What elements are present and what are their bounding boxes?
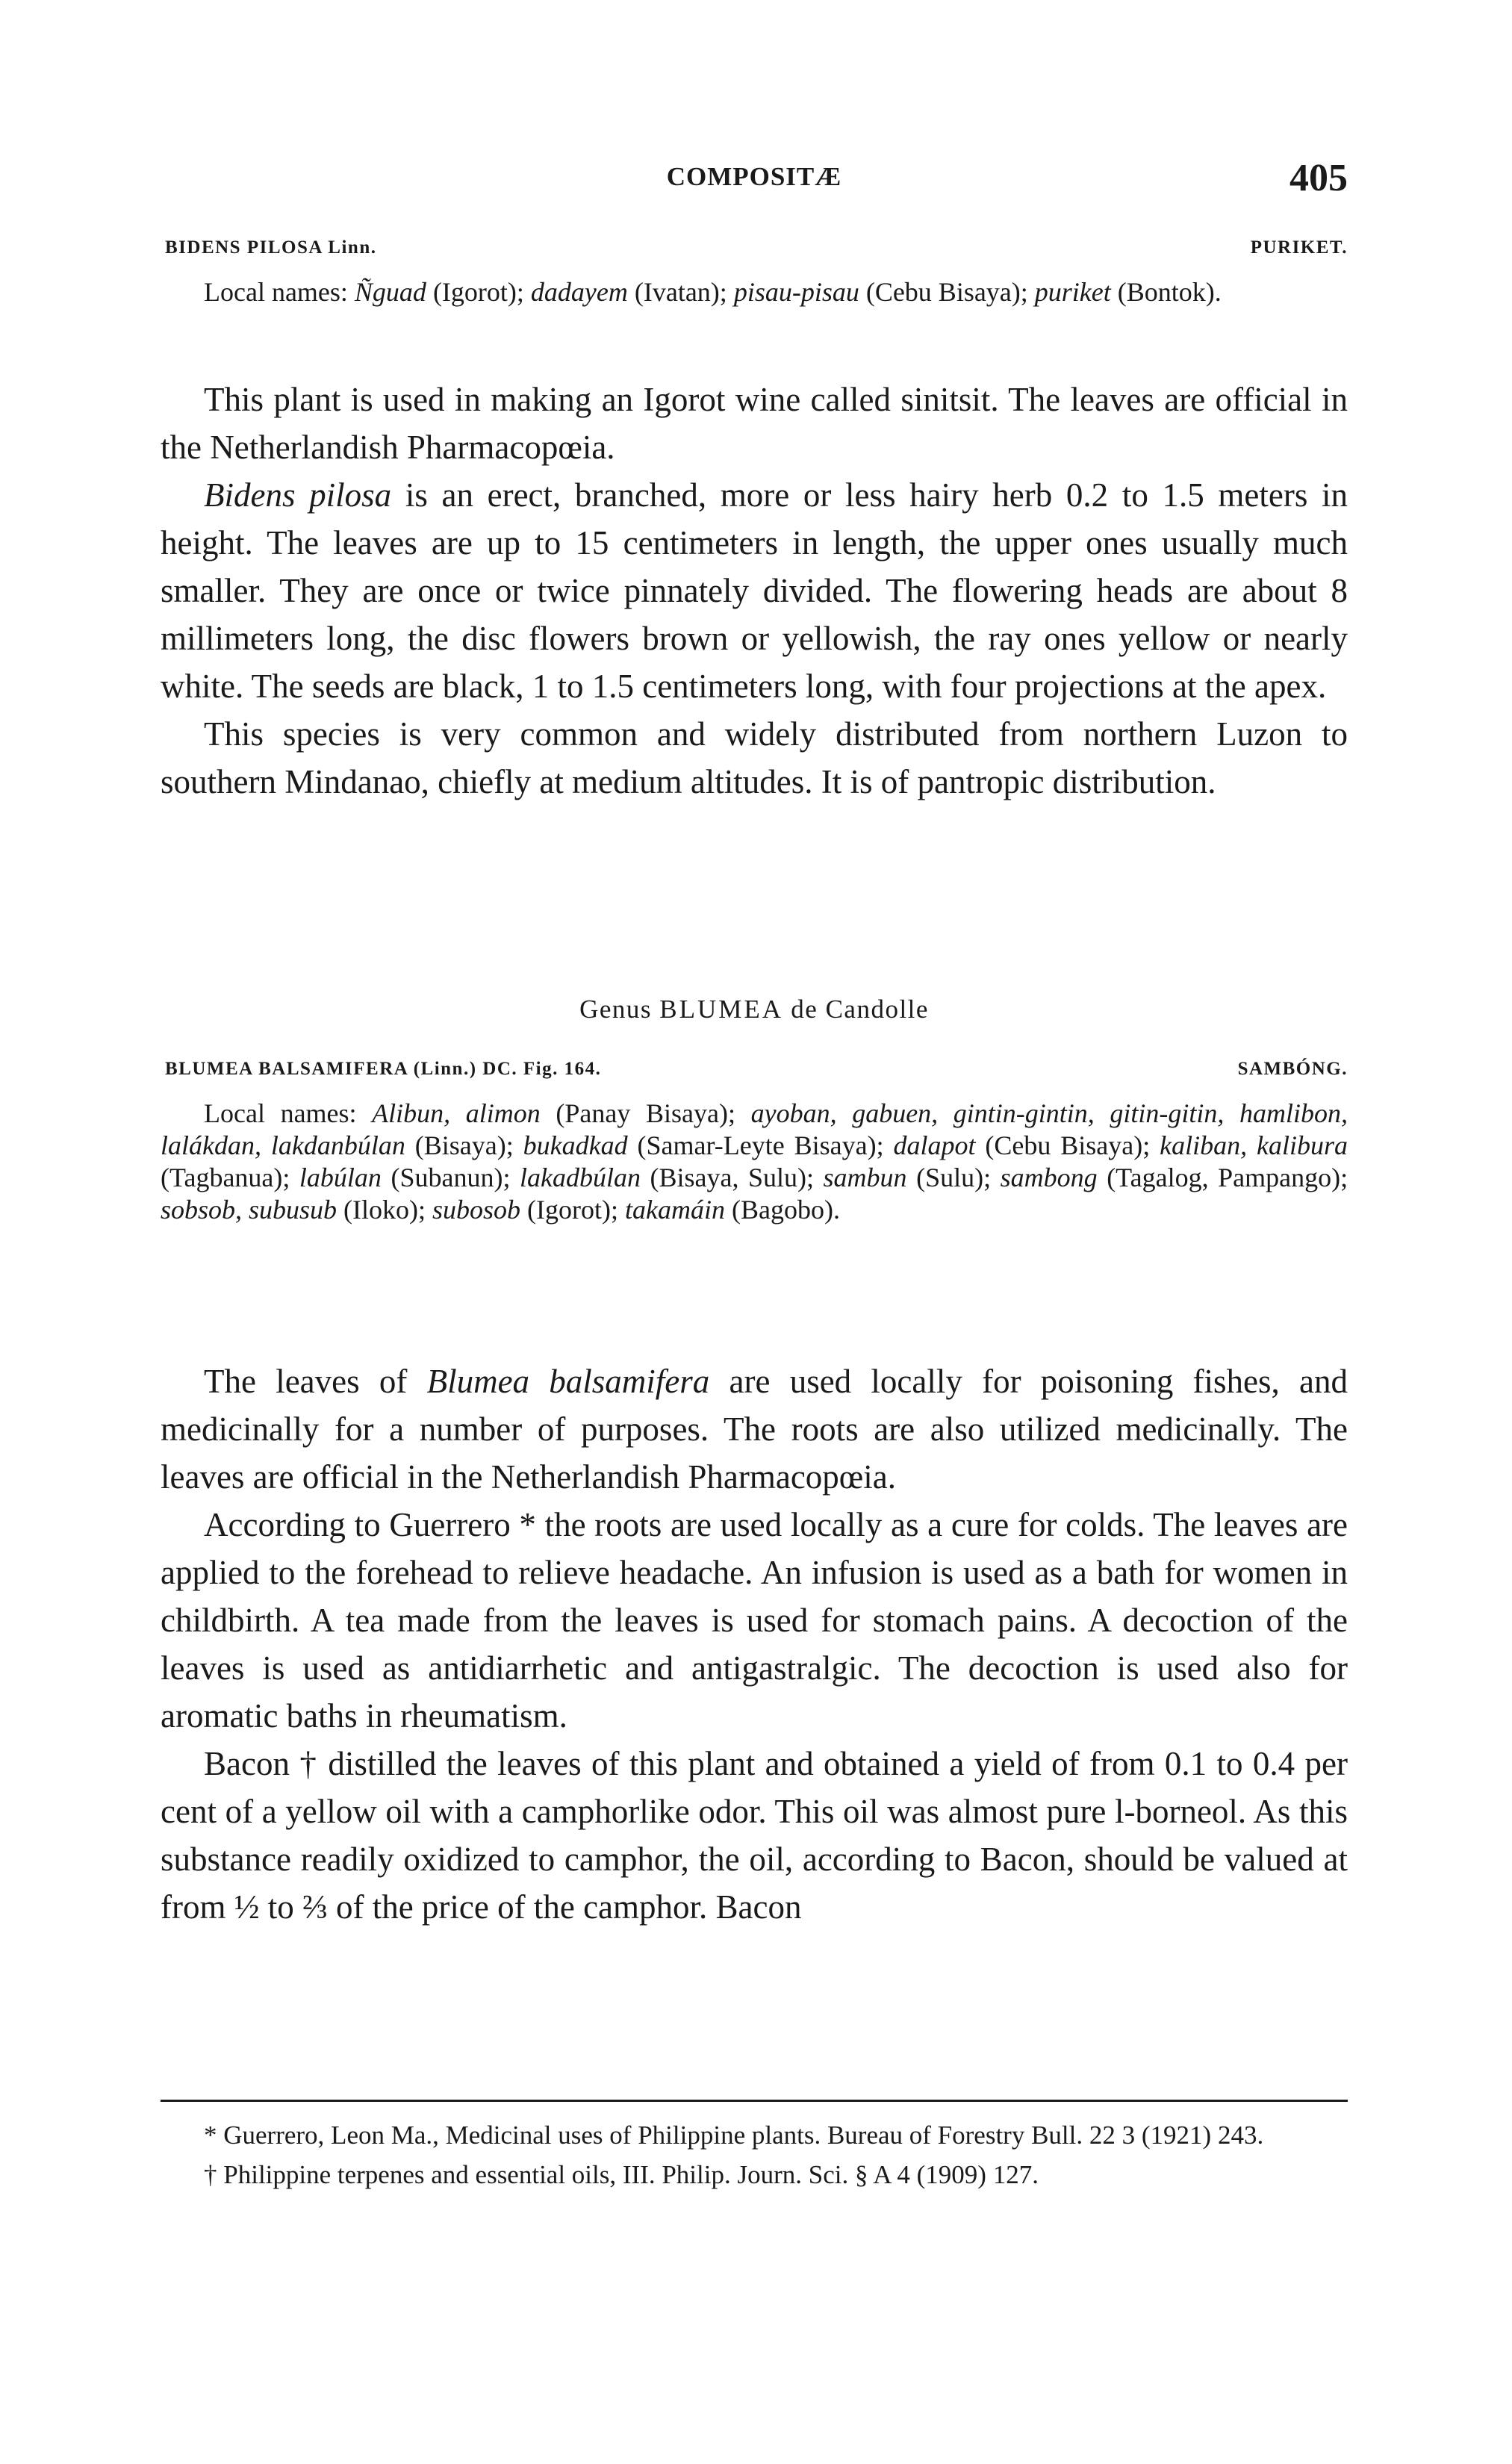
footnotes xyxy=(161,2118,1348,2197)
local-names-label: Local names: xyxy=(204,1098,357,1128)
local-name-language: (Sulu); xyxy=(916,1163,992,1192)
local-name: sobsob, subusub xyxy=(161,1195,337,1225)
local-name-language: (Igorot); xyxy=(432,277,524,307)
local-name: dadayem xyxy=(530,277,628,307)
local-name-language: (Tagalog, Pampango); xyxy=(1107,1163,1348,1192)
genus-name: BLUMEA xyxy=(659,995,784,1024)
local-name-language: (Tagbanua); xyxy=(161,1163,290,1192)
genus-prefix: Genus xyxy=(579,995,652,1024)
local-name-language: (Ivatan); xyxy=(634,277,727,307)
local-name: Ñguad xyxy=(354,277,426,307)
local-names-blumea xyxy=(161,1098,1348,1226)
paragraph: This plant is used in making an Igorot wine called sinitsit. The leaves are official in the Netherlandish Pharmacopœia. xyxy=(161,381,1348,466)
paragraph-text: are used locally for poisoning fishes, and medicinally for a number of purposes. The roots are also utilized medicinally. The leaves are official in the Netherlandish Pharmacopœia. xyxy=(161,1363,1348,1496)
running-title: COMPOSITÆ xyxy=(666,162,842,191)
local-name: ayoban, gabuen, gintin-gintin, gitin-gitin, hamlibon, lalákdan, lakdanbúlan xyxy=(161,1098,1348,1160)
local-name-language: (Bisaya, Sulu); xyxy=(650,1163,815,1192)
body-text-blumea xyxy=(161,1357,1348,1931)
local-names-bidens xyxy=(161,276,1348,308)
local-name: kaliban, kalibura xyxy=(1160,1130,1348,1160)
common-name: PURIKET. xyxy=(1250,237,1348,258)
scientific-name: BLUMEA BALSAMIFERA (Linn.) DC. Fig. 164. xyxy=(165,1059,602,1079)
paragraph xyxy=(161,1357,1348,1501)
local-name-language: (Samar-Leyte Bisaya); xyxy=(637,1130,884,1160)
footnote: † Philippine terpenes and essential oils, III. Philip. Journ. Sci. § A 4 (1909) 127. xyxy=(204,2160,1039,2189)
local-name: puriket xyxy=(1034,277,1111,307)
scientific-name: BIDENS PILOSA Linn. xyxy=(165,237,377,258)
local-name: Alibun, alimon xyxy=(372,1098,541,1128)
local-name: subosob xyxy=(432,1195,521,1225)
local-name-language: (Iloko); xyxy=(343,1195,426,1225)
running-head xyxy=(161,159,1348,204)
local-name: takamáin xyxy=(625,1195,725,1225)
genus-author: de Candolle xyxy=(791,995,929,1024)
local-name-language: (Bagobo). xyxy=(732,1195,840,1225)
paragraph-text: The leaves of xyxy=(204,1363,427,1400)
local-name-language: (Cebu Bisaya); xyxy=(865,277,1028,307)
body-text-bidens xyxy=(161,376,1348,806)
species-name: Bidens pilosa xyxy=(204,476,392,514)
common-name: SAMBÓNG. xyxy=(1237,1059,1348,1079)
local-name-language: (Bontok). xyxy=(1117,277,1222,307)
genus-heading xyxy=(161,995,1348,1024)
local-name: labúlan xyxy=(299,1163,382,1192)
footnote-divider xyxy=(161,2100,1348,2102)
local-name: sambun xyxy=(823,1163,907,1192)
local-name-language: (Panay Bisaya); xyxy=(556,1098,735,1128)
species-name: Blumea balsamifera xyxy=(426,1363,710,1400)
local-name: sambong xyxy=(1000,1163,1098,1192)
paragraph: This species is very common and widely distributed from northern Luzon to southern Mindanao, chiefly at medium altitudes. It is of pantropic distribution. xyxy=(161,715,1348,800)
local-name: pisau-pisau xyxy=(733,277,859,307)
page-number: 405 xyxy=(1289,157,1348,199)
paragraph: Bacon † distilled the leaves of this plant and obtained a yield of from 0.1 to 0.4 per cent of a yellow oil with a camphorlike odor. This oil was almost pure l-borneol. As this substance readily oxidized to camphor, the oil, according to Bacon, should be valued at from ½ to ⅔ of the price of the camphor. Bacon xyxy=(161,1745,1348,1926)
local-name: lakadbúlan xyxy=(519,1163,641,1192)
local-names-label: Local names: xyxy=(204,277,348,307)
paragraph-text: is an erect, branched, more or less hairy herb 0.2 to 1.5 meters in height. The leaves are up to 15 centimeters in length, the upper ones usually much smaller. They are once or twice pinnately divided. The flowering heads are about 8 millimeters long, the disc flowers brown or yellowish, the ray ones yellow or nearly white. The seeds are black, 1 to 1.5 centimeters long, with four projections at the apex. xyxy=(161,476,1348,705)
local-name-language: (Cebu Bisaya); xyxy=(985,1130,1151,1160)
entry-heading-bidens xyxy=(161,237,1348,267)
footnote: * Guerrero, Leon Ma., Medicinal uses of Philippine plants. Bureau of Forestry Bull. 22 3 (1921) 243. xyxy=(204,2121,1264,2150)
paragraph xyxy=(161,471,1348,710)
local-name-language: (Bisaya); xyxy=(414,1130,514,1160)
local-name-language: (Subanun); xyxy=(391,1163,511,1192)
local-name-language: (Igorot); xyxy=(527,1195,619,1225)
local-name: bukadkad xyxy=(523,1130,628,1160)
entry-heading-blumea xyxy=(161,1059,1348,1089)
paragraph: According to Guerrero * the roots are used locally as a cure for colds. The leaves are applied to the forehead to relieve headache. An infusion is used as a bath for women in childbirth. A tea made from the leaves is used for stomach pains. A decoction of the leaves is used as antidiarrhetic and antigastralgic. The decoction is used also for aromatic baths in rheumatism. xyxy=(161,1506,1348,1735)
local-name: dalapot xyxy=(893,1130,976,1160)
